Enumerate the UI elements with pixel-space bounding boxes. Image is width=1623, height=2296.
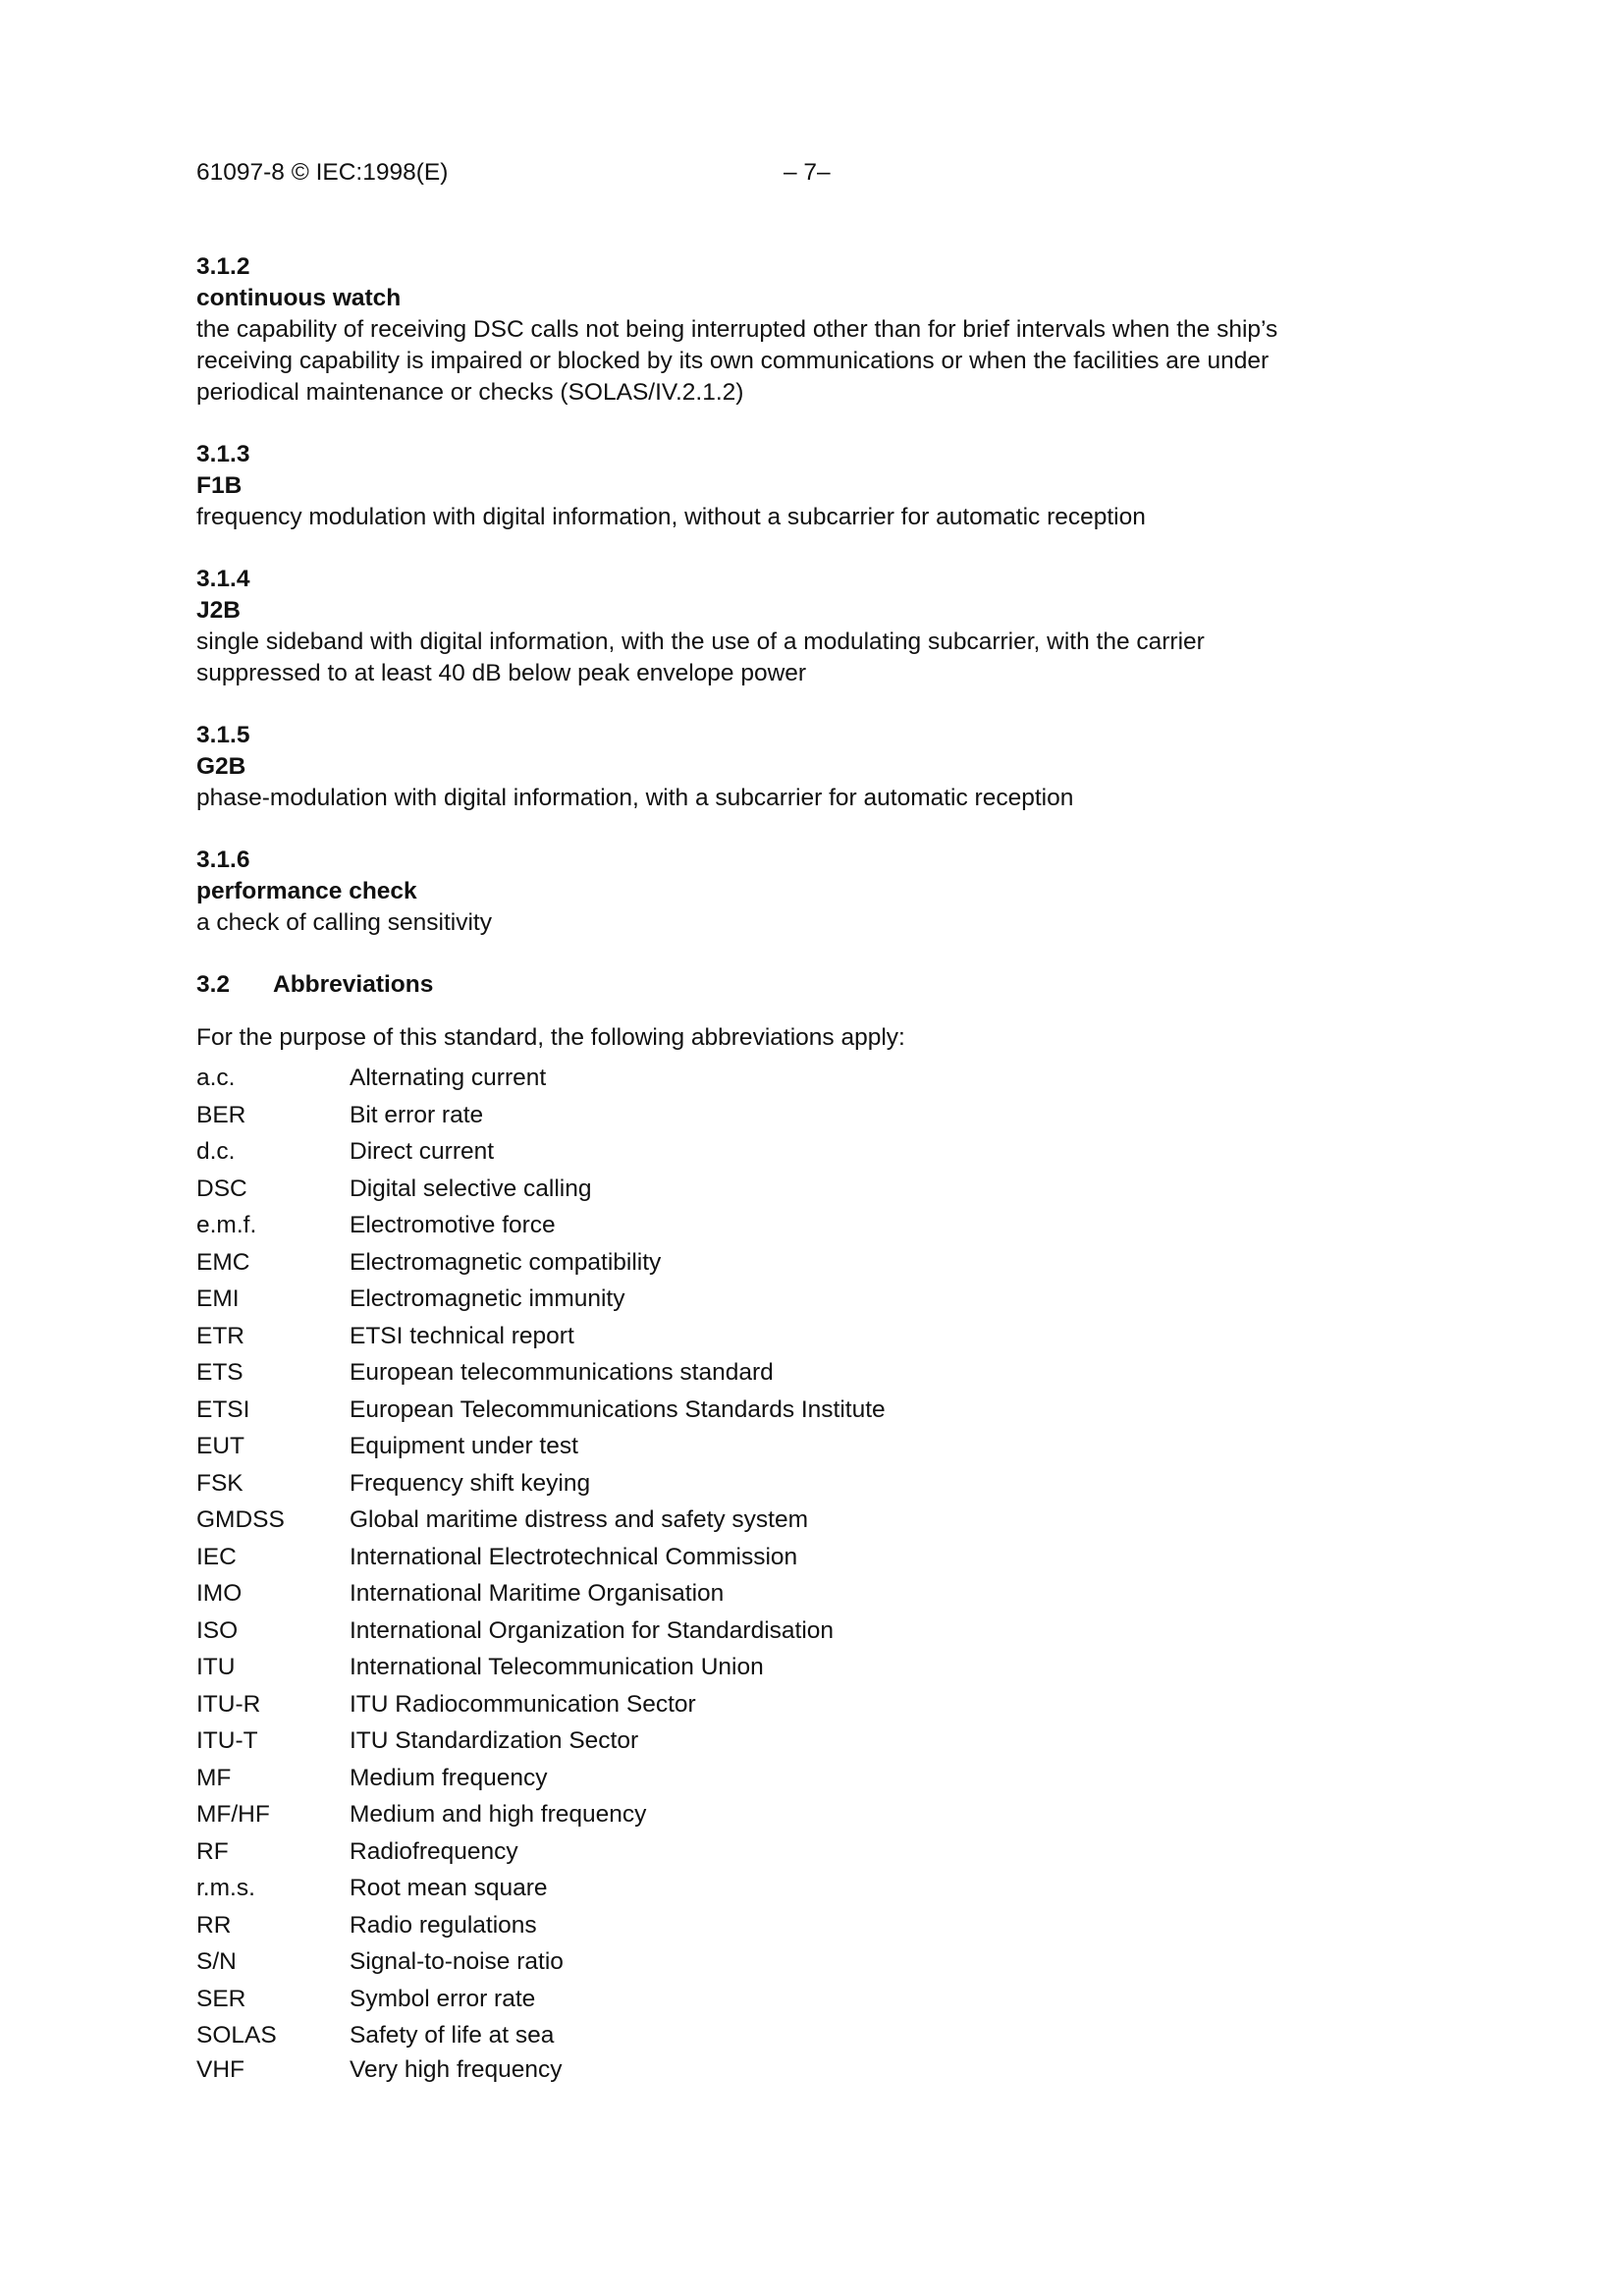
abbreviation-code: ISO [196,1616,239,1644]
abbreviation-code: RR [196,1911,232,1939]
term-name: performance check [196,878,417,904]
section-intro: For the purpose of this standard, the following abbreviations apply: [196,1024,905,1051]
abbreviation-meaning: Radiofrequency [350,1837,518,1865]
abbreviation-row [196,1097,1296,1134]
abbreviation-row [196,1244,1296,1282]
abbreviation-meaning: Medium and high frequency [350,1801,647,1828]
term-name: continuous watch [196,285,402,311]
abbreviation-row [196,1502,1296,1539]
abbreviation-meaning: Radio regulations [350,1911,537,1939]
abbreviation-code: EMC [196,1248,250,1276]
abbreviation-code: IEC [196,1543,237,1570]
term-entry [196,251,1296,409]
abbreviation-meaning: International Telecommunication Union [350,1654,764,1680]
abbreviation-row [196,2017,1296,2054]
abbreviation-code: IMO [196,1580,243,1607]
abbreviation-meaning: Electromagnetic compatibility [350,1248,662,1276]
term-definition: the capability of receiving DSC calls not being interrupted other than for brief intervals when the ship’s receiving capability is impaired or blocked by its own communications or when the facilities are under periodical maintenance or checks (SOLAS/IV.2.1.2) [196,316,1278,406]
section-number: 3.2 [196,971,231,998]
abbreviation-code: SOLAS [196,2022,277,2049]
abbreviation-code: GMDSS [196,1506,285,1533]
abbreviation-row [196,1870,1296,1907]
abbreviation-row [196,1318,1296,1355]
abbreviation-meaning: Signal-to-noise ratio [350,1948,564,1975]
page-number: – 7– [784,159,831,186]
abbreviation-meaning: Electromagnetic immunity [350,1285,625,1312]
term-number: 3.1.5 [196,722,250,748]
abbreviation-row [196,1354,1296,1392]
term-name: J2B [196,597,241,624]
abbreviation-meaning: Medium frequency [350,1764,548,1791]
section-heading [196,969,1296,1001]
abbreviation-row [196,1575,1296,1613]
abbreviation-row [196,1133,1296,1171]
term-entry [196,439,1296,533]
abbreviation-code: VHF [196,2055,244,2083]
term-number: 3.1.6 [196,847,250,873]
abbreviation-code: ETR [196,1322,244,1349]
abbreviation-meaning: Root mean square [350,1875,548,1901]
section-title: Abbreviations [273,971,434,998]
page-content [196,251,1296,2086]
abbreviation-meaning: European telecommunications standard [350,1359,774,1386]
abbreviation-meaning: European Telecommunications Standards Institute [350,1395,886,1423]
term-entry [196,564,1296,689]
term-definition: phase-modulation with digital information, with a subcarrier for automatic reception [196,785,1074,811]
abbreviation-meaning: Electromotive force [350,1212,556,1238]
abbreviation-meaning: Global maritime distress and safety system [350,1506,809,1533]
term-definition: single sideband with digital information, with the use of a modulating subcarrier, with the carrier suppressed to at least 40 dB below peak envelope power [196,629,1205,686]
abbreviation-code: r.m.s. [196,1875,255,1901]
page-header [196,157,1375,192]
abbreviation-row [196,1907,1296,1944]
abbreviation-code: SER [196,1985,246,2012]
term-name: F1B [196,472,243,499]
abbreviation-row [196,1428,1296,1465]
abbreviation-code: ITU-R [196,1690,261,1718]
abbreviation-row [196,1613,1296,1650]
abbreviation-meaning: Very high frequency [350,2055,563,2083]
abbreviation-meaning: ITU Radiocommunication Sector [350,1690,696,1718]
abbreviation-meaning: ETSI technical report [350,1322,574,1349]
abbreviation-code: RF [196,1837,229,1865]
abbreviation-row [196,1796,1296,1833]
term-definition: a check of calling sensitivity [196,909,492,936]
abbreviation-code: a.c. [196,1065,236,1091]
abbreviation-row [196,1392,1296,1429]
abbreviation-code: d.c. [196,1138,236,1165]
abbreviation-code: FSK [196,1469,243,1497]
abbreviation-code: ETSI [196,1395,250,1423]
abbreviation-meaning: International Maritime Organisation [350,1580,725,1607]
term-number: 3.1.4 [196,566,250,592]
abbreviation-code: BER [196,1101,246,1128]
abbreviation-row [196,1943,1296,1981]
abbreviation-row [196,1686,1296,1723]
abbreviation-row [196,1760,1296,1797]
term-entry [196,720,1296,814]
abbreviation-row [196,1722,1296,1760]
term-definition: frequency modulation with digital information, without a subcarrier for automatic reception [196,504,1146,530]
abbreviation-row [196,1539,1296,1576]
term-name: G2B [196,753,246,780]
abbreviation-row [196,1649,1296,1686]
term-number: 3.1.3 [196,441,250,467]
abbreviation-row [196,1981,1296,2018]
abbreviation-row [196,1207,1296,1244]
abbreviation-code: ITU-T [196,1727,258,1754]
abbreviation-code: MF/HF [196,1801,270,1828]
abbreviation-meaning: International Electrotechnical Commission [350,1543,798,1570]
abbreviation-meaning: Equipment under test [350,1433,578,1459]
abbreviation-meaning: Frequency shift keying [350,1469,591,1497]
abbreviation-meaning: Safety of life at sea [350,2022,555,2049]
abbreviation-list [196,1060,1296,2086]
abbreviation-row [196,1171,1296,1208]
abbreviation-meaning: Symbol error rate [350,1985,536,2012]
abbreviation-meaning: Bit error rate [350,1101,484,1128]
term-entry [196,845,1296,939]
abbreviation-code: EUT [196,1433,244,1459]
document-reference: 61097-8 © IEC:1998(E) [196,159,449,186]
abbreviation-code: S/N [196,1948,237,1975]
abbreviation-code: e.m.f. [196,1212,257,1238]
abbreviation-code: ITU [196,1654,236,1680]
abbreviation-code: MF [196,1764,232,1791]
abbreviation-row [196,1465,1296,1503]
abbreviation-row [196,1060,1296,1097]
abbreviation-code: ETS [196,1359,243,1386]
abbreviation-row [196,2054,1296,2086]
abbreviation-meaning: Direct current [350,1138,495,1165]
abbreviation-code: EMI [196,1285,240,1312]
abbreviation-row [196,1281,1296,1318]
abbreviation-meaning: Alternating current [350,1065,547,1091]
abbreviation-meaning: Digital selective calling [350,1175,592,1202]
abbreviation-meaning: International Organization for Standardisation [350,1616,835,1644]
abbreviation-meaning: ITU Standardization Sector [350,1727,639,1754]
abbreviation-code: DSC [196,1175,247,1202]
abbreviation-row [196,1833,1296,1871]
term-number: 3.1.2 [196,253,250,280]
